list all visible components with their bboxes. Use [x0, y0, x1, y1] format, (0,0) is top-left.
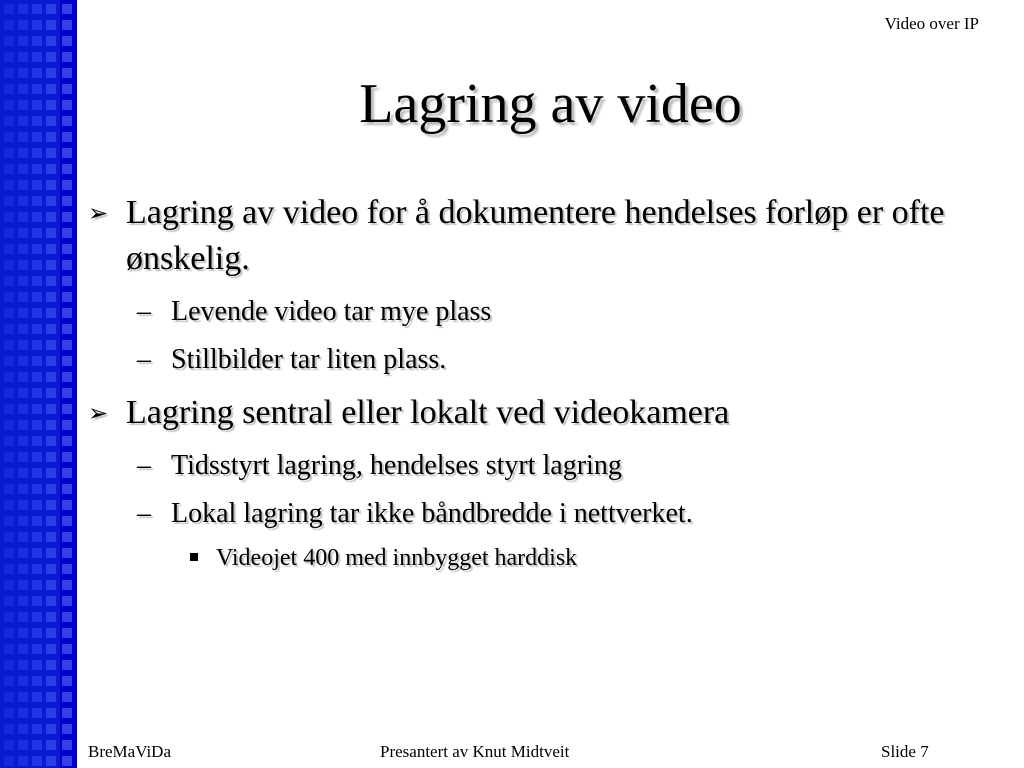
sidebar-tile: [4, 484, 14, 494]
sidebar-tile: [46, 676, 56, 686]
sidebar-tile: [32, 148, 42, 158]
bullet-1-text: Lagring av video for å dokumentere hendelses forløp er ofte ønskelig.: [126, 194, 945, 277]
sidebar-tile: [46, 740, 56, 750]
sidebar-tile: [32, 452, 42, 462]
arrow-bullet-icon: ➢: [88, 399, 109, 427]
sidebar-tile: [46, 340, 56, 350]
sidebar-tile: [4, 340, 14, 350]
sidebar-tile: [18, 532, 28, 542]
sidebar-tile: [32, 212, 42, 222]
sidebar-tile: [62, 68, 72, 78]
bullet-2: [88, 390, 988, 436]
sidebar-tile: [4, 260, 14, 270]
sidebar-tile: [46, 36, 56, 46]
sidebar-tile: [4, 548, 14, 558]
sidebar-tile: [4, 36, 14, 46]
sidebar-tile: [32, 628, 42, 638]
arrow-bullet-icon: ➢: [88, 199, 109, 227]
sidebar-tile: [62, 260, 72, 270]
sidebar-tile: [32, 468, 42, 478]
dash-bullet-icon: –: [137, 344, 151, 375]
sidebar-tile: [4, 532, 14, 542]
sidebar-tile: [46, 196, 56, 206]
sidebar-tile: [4, 612, 14, 622]
sidebar-tile: [18, 52, 28, 62]
sidebar-tile: [46, 532, 56, 542]
sidebar-tile: [4, 708, 14, 718]
sidebar-tile: [46, 692, 56, 702]
sub-bullet-1-2: [88, 336, 988, 384]
sidebar-tile: [4, 500, 14, 510]
sidebar-tile: [62, 484, 72, 494]
sidebar-tile: [32, 164, 42, 174]
sidebar-tile: [18, 660, 28, 670]
bullet-1: [88, 190, 988, 282]
sidebar-tile: [46, 308, 56, 318]
sidebar-tile: [46, 116, 56, 126]
sidebar-tile: [18, 500, 28, 510]
sidebar-tile: [4, 756, 14, 766]
sidebar-tile: [62, 420, 72, 430]
sidebar-tile: [4, 196, 14, 206]
sidebar-tile: [4, 308, 14, 318]
sidebar-tile: [32, 740, 42, 750]
sidebar-tile: [46, 404, 56, 414]
sidebar-tile: [32, 308, 42, 318]
sidebar-tile: [32, 516, 42, 526]
slide-title: Lagring av video: [359, 73, 742, 135]
sidebar-tile: [4, 452, 14, 462]
sidebar-tile: [18, 260, 28, 270]
sidebar-tile: [62, 4, 72, 14]
sidebar-tile: [46, 276, 56, 286]
sidebar-tile: [4, 292, 14, 302]
sidebar-tile: [46, 164, 56, 174]
sidebar-tile: [32, 260, 42, 270]
sidebar-tile: [18, 484, 28, 494]
sidebar-tile: [18, 132, 28, 142]
sidebar-tile: [32, 132, 42, 142]
sidebar-tile: [62, 436, 72, 446]
sidebar-tile: [4, 580, 14, 590]
sidebar-tile: [32, 36, 42, 46]
sidebar-tile: [4, 692, 14, 702]
sidebar-tile: [18, 388, 28, 398]
sidebar-tile: [62, 724, 72, 734]
sidebar-tile: [18, 180, 28, 190]
sidebar-tile: [4, 164, 14, 174]
sidebar-tile: [4, 596, 14, 606]
sidebar-tile: [32, 388, 42, 398]
sidebar-tile: [18, 276, 28, 286]
sidebar-tile: [32, 612, 42, 622]
sidebar-tile: [46, 132, 56, 142]
sidebar-tile: [46, 260, 56, 270]
sub-bullet-2-1: [88, 442, 988, 490]
sidebar-tile: [32, 404, 42, 414]
sidebar-tile: [46, 564, 56, 574]
sidebar-tile: [4, 100, 14, 110]
sidebar-tile: [62, 628, 72, 638]
sidebar-tile: [18, 84, 28, 94]
sub-bullet-1-1: [88, 288, 988, 336]
sidebar-tile: [4, 84, 14, 94]
sidebar-tile: [18, 756, 28, 766]
sidebar-tile: [32, 228, 42, 238]
sidebar-tile: [4, 52, 14, 62]
sidebar-tile: [4, 404, 14, 414]
sidebar-tile: [62, 564, 72, 574]
sidebar-tile: [32, 292, 42, 302]
sidebar-tile: [32, 660, 42, 670]
sidebar-tile: [18, 628, 28, 638]
sidebar-tile: [4, 68, 14, 78]
sidebar-tile: [18, 580, 28, 590]
sidebar-tile: [32, 276, 42, 286]
sidebar-tile: [62, 500, 72, 510]
sidebar-tile: [46, 228, 56, 238]
sidebar-tile: [32, 676, 42, 686]
sidebar-tile: [62, 52, 72, 62]
sidebar-tile: [18, 436, 28, 446]
sidebar-tile: [4, 228, 14, 238]
sidebar-tile: [18, 516, 28, 526]
sidebar-tile: [32, 564, 42, 574]
sidebar-tile: [62, 740, 72, 750]
slide-content: [88, 190, 988, 578]
sidebar-tile: [18, 20, 28, 30]
sidebar-tile: [18, 4, 28, 14]
sidebar-tile: [4, 212, 14, 222]
sidebar-tile: [46, 20, 56, 30]
sidebar-tile: [4, 4, 14, 14]
sub-bullet-1-2-text: Stillbilder tar liten plass.: [171, 344, 447, 375]
sidebar-tile: [4, 724, 14, 734]
sidebar-tile: [4, 356, 14, 366]
sidebar-tile: [18, 164, 28, 174]
sidebar-tile: [4, 564, 14, 574]
sidebar-tile: [46, 628, 56, 638]
sidebar-tile: [46, 388, 56, 398]
sidebar-tile: [32, 20, 42, 30]
sidebar-tile: [32, 68, 42, 78]
sidebar-tile: [4, 468, 14, 478]
sidebar-tile: [4, 660, 14, 670]
sidebar-tile: [18, 676, 28, 686]
sidebar-tile: [62, 516, 72, 526]
sub-bullet-1-1-text: Levende video tar mye plass: [171, 296, 492, 327]
sidebar-tile: [62, 756, 72, 766]
sidebar-tile: [62, 532, 72, 542]
sidebar-tile: [62, 612, 72, 622]
sidebar-tile: [62, 180, 72, 190]
sidebar-tile: [18, 148, 28, 158]
sidebar-tile: [46, 324, 56, 334]
sidebar-tile: [4, 132, 14, 142]
sidebar-tile: [46, 52, 56, 62]
sidebar-tile: [4, 180, 14, 190]
sidebar-tile: [32, 116, 42, 126]
sidebar-tile: [62, 20, 72, 30]
sidebar-tile: [4, 276, 14, 286]
sidebar-tile: [18, 708, 28, 718]
sidebar-tile: [18, 612, 28, 622]
sidebar-tile: [62, 388, 72, 398]
sidebar-tile: [46, 244, 56, 254]
sidebar-tile: [46, 468, 56, 478]
sidebar-tile: [18, 596, 28, 606]
sidebar-tile: [32, 420, 42, 430]
sidebar-tile: [18, 68, 28, 78]
sidebar-tile: [18, 340, 28, 350]
sidebar-tile: [62, 164, 72, 174]
sidebar-tile: [32, 196, 42, 206]
sidebar-tile: [46, 756, 56, 766]
sidebar-tile: [62, 292, 72, 302]
sidebar-tile: [32, 596, 42, 606]
sidebar-tile: [18, 228, 28, 238]
sidebar-tile: [18, 244, 28, 254]
sidebar-tile: [4, 628, 14, 638]
sidebar-tile: [62, 372, 72, 382]
sidebar-tile: [62, 116, 72, 126]
sidebar-tile: [18, 404, 28, 414]
sidebar-tile: [32, 436, 42, 446]
sidebar-tile: [46, 660, 56, 670]
sidebar-tile: [62, 308, 72, 318]
sidebar-tile: [62, 148, 72, 158]
sidebar-tile: [62, 404, 72, 414]
sidebar-tile: [32, 708, 42, 718]
sidebar-tile: [62, 580, 72, 590]
sidebar-tile: [46, 4, 56, 14]
sidebar-tile: [62, 324, 72, 334]
sidebar-tile: [18, 740, 28, 750]
sidebar-tile: [46, 292, 56, 302]
sidebar-tile: [62, 36, 72, 46]
sidebar-tile: [4, 436, 14, 446]
sidebar-tile: [46, 452, 56, 462]
sidebar-tile: [4, 644, 14, 654]
sidebar-tile: [18, 548, 28, 558]
sidebar-tile: [46, 212, 56, 222]
sidebar-tile: [46, 596, 56, 606]
sidebar-tile: [32, 100, 42, 110]
dash-bullet-icon: –: [137, 296, 151, 327]
sidebar-tile: [46, 68, 56, 78]
decorative-sidebar: [0, 0, 77, 768]
sidebar-tile: [46, 436, 56, 446]
sidebar-tile: [4, 388, 14, 398]
sidebar-tile: [46, 148, 56, 158]
sidebar-tile: [62, 132, 72, 142]
sidebar-tile: [46, 100, 56, 110]
sub-bullet-2-2: [88, 490, 988, 538]
sidebar-tile: [32, 84, 42, 94]
sidebar-tile: [18, 420, 28, 430]
sidebar-tile: [62, 692, 72, 702]
sidebar-tile: [18, 692, 28, 702]
footer-slide-number: Slide 7: [881, 742, 929, 761]
sidebar-tile: [4, 148, 14, 158]
sidebar-tile: [62, 228, 72, 238]
sidebar-tile: [18, 324, 28, 334]
footer-left: BreMaViDa: [88, 742, 172, 761]
sidebar-tile: [62, 244, 72, 254]
sidebar-tile: [32, 52, 42, 62]
dash-bullet-icon: –: [137, 498, 151, 529]
sidebar-tile: [32, 180, 42, 190]
dash-bullet-icon: –: [137, 450, 151, 481]
sidebar-tile: [46, 644, 56, 654]
sidebar-tile: [32, 532, 42, 542]
sidebar-tile: [18, 100, 28, 110]
sidebar-tile: [18, 36, 28, 46]
sidebar-tile: [32, 324, 42, 334]
sidebar-tile: [4, 20, 14, 30]
sidebar-tile: [18, 292, 28, 302]
sidebar-tile: [46, 516, 56, 526]
sidebar-tile: [32, 692, 42, 702]
sidebar-tile: [18, 196, 28, 206]
sidebar-tile: [62, 356, 72, 366]
sidebar-tile: [62, 708, 72, 718]
sidebar-tile: [62, 644, 72, 654]
sidebar-tile: [32, 340, 42, 350]
sidebar-tile: [46, 500, 56, 510]
sidebar-tile: [4, 740, 14, 750]
sidebar-tile: [32, 500, 42, 510]
sidebar-tile: [4, 676, 14, 686]
sidebar-tile: [62, 468, 72, 478]
sub-sub-bullet-2-2-1-text: Videojet 400 med innbygget harddisk: [216, 545, 578, 571]
sidebar-tile: [62, 452, 72, 462]
sidebar-tile: [62, 548, 72, 558]
sidebar-tile: [62, 276, 72, 286]
sidebar-tile: [32, 724, 42, 734]
sidebar-tile: [62, 212, 72, 222]
sidebar-tile: [32, 484, 42, 494]
sidebar-tile: [46, 356, 56, 366]
sidebar-tile: [18, 724, 28, 734]
sub-sub-bullet-2-2-1: [88, 538, 988, 578]
sidebar-tile: [4, 244, 14, 254]
sidebar-tile: [46, 548, 56, 558]
sidebar-tile: [46, 372, 56, 382]
sidebar-tile: [62, 596, 72, 606]
sidebar-tile: [62, 676, 72, 686]
sidebar-tile: [18, 644, 28, 654]
sidebar-tile: [4, 324, 14, 334]
sidebar-tile: [62, 660, 72, 670]
sidebar-tile: [46, 180, 56, 190]
sub-bullet-2-1-text: Tidsstyrt lagring, hendelses styrt lagring: [171, 450, 622, 481]
footer-center: Presantert av Knut Midtveit: [380, 742, 570, 761]
sidebar-tile: [62, 340, 72, 350]
sidebar-tile: [46, 724, 56, 734]
sidebar-tile: [46, 580, 56, 590]
sidebar-tile: [18, 356, 28, 366]
square-bullet-icon: [190, 553, 198, 561]
sidebar-tile: [32, 4, 42, 14]
sidebar-tile: [18, 308, 28, 318]
sidebar-tile: [32, 356, 42, 366]
sidebar-tile: [46, 420, 56, 430]
sidebar-tile: [46, 484, 56, 494]
sidebar-tile: [32, 548, 42, 558]
sidebar-tile: [18, 372, 28, 382]
sidebar-tile: [4, 516, 14, 526]
sidebar-tile: [4, 116, 14, 126]
sidebar-tile: [32, 756, 42, 766]
sidebar-tile: [62, 84, 72, 94]
bullet-2-text: Lagring sentral eller lokalt ved videokamera: [126, 394, 730, 431]
sidebar-tile: [18, 468, 28, 478]
sidebar-tile: [46, 84, 56, 94]
sidebar-tile: [18, 452, 28, 462]
sidebar-tile: [46, 612, 56, 622]
sidebar-tile: [32, 372, 42, 382]
sidebar-tile: [4, 372, 14, 382]
sidebar-tile: [18, 212, 28, 222]
sidebar-tile: [32, 644, 42, 654]
sidebar-tile: [32, 244, 42, 254]
sidebar-tile: [18, 116, 28, 126]
sidebar-tile: [62, 196, 72, 206]
sub-bullet-2-2-text: Lokal lagring tar ikke båndbredde i nettverket.: [171, 498, 693, 529]
sidebar-tile: [46, 708, 56, 718]
sidebar-tile: [62, 100, 72, 110]
sidebar-tile: [4, 420, 14, 430]
sidebar-tile: [18, 564, 28, 574]
sidebar-tile: [32, 580, 42, 590]
presentation-header: Video over IP: [884, 14, 979, 33]
